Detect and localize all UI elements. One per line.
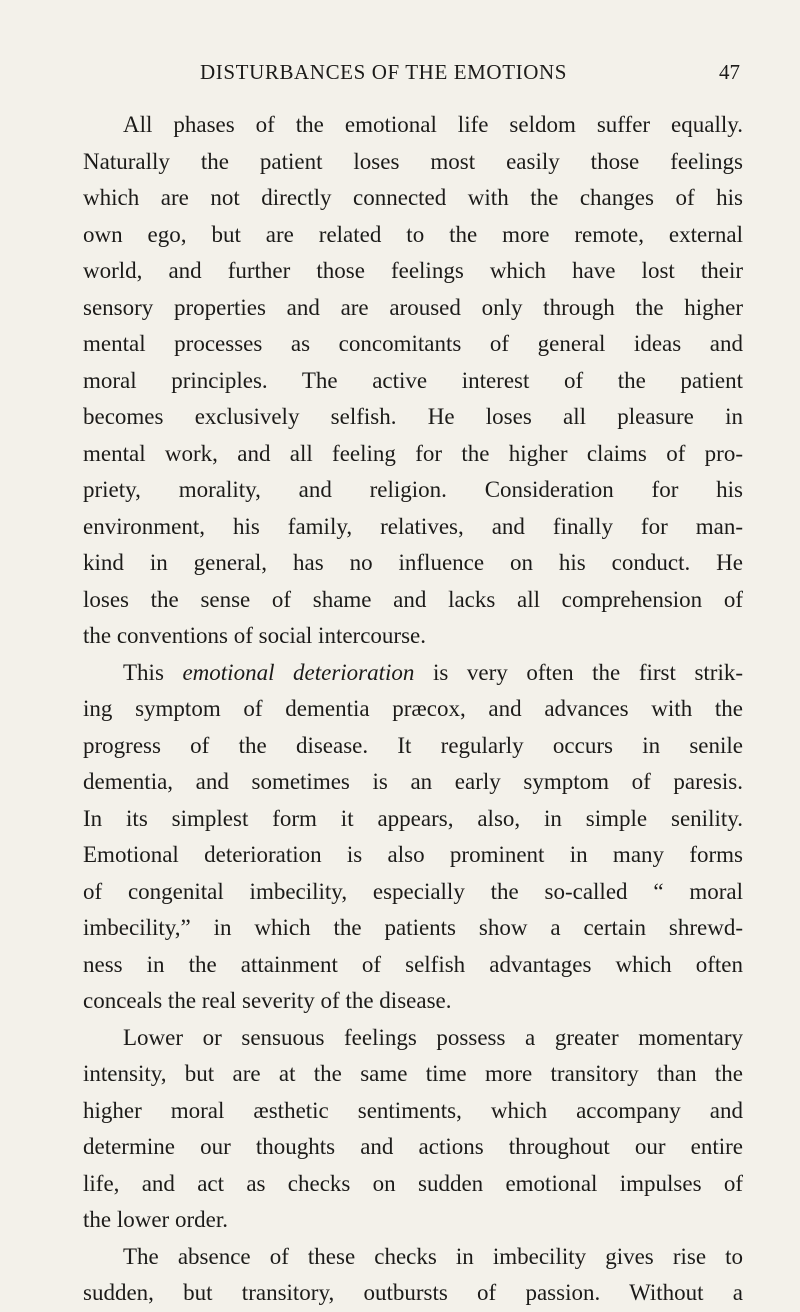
running-head: [80, 60, 740, 90]
text-line: In its simplest form it appears, also, in simple senility.: [83, 805, 743, 831]
text-line: mental work, and all feeling for the higher claims of pro-: [83, 440, 743, 466]
page-number: 47: [719, 60, 740, 84]
text-line: The absence of these checks in imbecility gives rise to: [123, 1243, 743, 1269]
text-line: progress of the disease. It regularly occurs in senile: [83, 732, 743, 758]
text-line: own ego, but are related to the more remote, external: [83, 221, 743, 247]
text-line: priety, morality, and religion. Consideration for his: [83, 477, 743, 502]
text-line: dementia, and sometimes is an early symptom of paresis.: [83, 769, 743, 794]
text-line: loses the sense of shame and lacks all comprehension of: [83, 586, 743, 612]
text-line: becomes exclusively selfish. He loses all pleasure in: [83, 404, 743, 429]
text-line: ing symptom of dementia præcox, and advances with the: [83, 696, 743, 721]
text-line: environment, his family, relatives, and finally for man-: [83, 513, 743, 539]
text-line: conceals the real severity of the disease.: [83, 988, 452, 1013]
text-line: the conventions of social intercourse.: [83, 623, 426, 648]
text-line: determine our thoughts and actions throughout our entire: [83, 1134, 743, 1159]
text-line: mental processes as concomitants of general ideas and: [83, 331, 743, 356]
text-line: [83, 655, 743, 692]
text-line: intensity, but are at the same time more transitory than the: [83, 1061, 743, 1086]
text-line: kind in general, has no influence on his conduct. He: [83, 550, 743, 575]
text-segment: is very often the first strik-: [414, 659, 743, 685]
text-line: All phases of the emotional life seldom suffer equally.: [123, 112, 743, 137]
text-line: life, and act as checks on sudden emotional impulses of: [83, 1170, 743, 1196]
body-text: [83, 107, 743, 1312]
emphasized-term: emotional deterioration: [182, 659, 415, 685]
text-line: moral principles. The active interest of the patient: [83, 367, 743, 393]
text-line: which are not directly connected with the changes of his: [83, 185, 743, 210]
text-line: the lower order.: [83, 1207, 228, 1232]
running-title: DISTURBANCES OF THE EMOTIONS: [200, 60, 568, 84]
text-line: imbecility,” in which the patients show a certain shrewd-: [83, 915, 743, 940]
text-line: sensory properties and are aroused only through the higher: [83, 294, 743, 320]
text-line: world, and further those feelings which have lost their: [83, 258, 743, 283]
text-line: Naturally the patient loses most easily those feelings: [83, 148, 743, 174]
text-line: ness in the attainment of selfish advantages which often: [83, 951, 743, 977]
text-line: Lower or sensuous feelings possess a greater momentary: [123, 1024, 743, 1050]
text-segment: This: [123, 659, 183, 685]
text-line: higher moral æsthetic sentiments, which accompany and: [83, 1097, 743, 1123]
text-line: sudden, but transitory, outbursts of passion. Without a: [83, 1280, 743, 1305]
text-line: of congenital imbecility, especially the so-called “ moral: [83, 878, 743, 904]
text-line: Emotional deterioration is also prominent in many forms: [83, 842, 743, 867]
